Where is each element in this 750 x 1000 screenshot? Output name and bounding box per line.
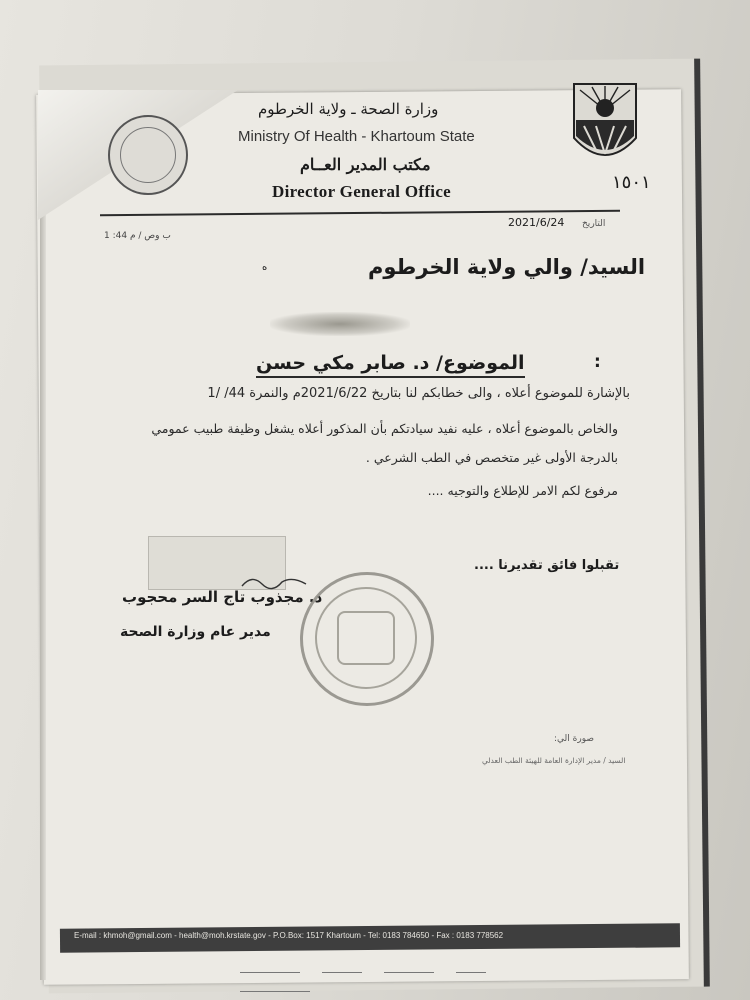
addressee: السيد/ والي ولاية الخرطوم [368,255,646,279]
footer-decorative-marks [240,962,590,970]
subject-colon: : [594,352,601,372]
body-line-1: بالإشارة للموضوع أعلاه ، والى خطابكم لنا بتاريخ 2021/6/22م والنمرة 44/ /1 [207,386,630,401]
reference-number: 1 :44 ب وص / م [104,231,171,241]
official-round-stamp [300,572,434,706]
basmala-smudge [270,312,410,336]
footer-contact-text: E-mail : khmoh@gmail.com - health@moh.krstate.gov - P.O.Box: 1517 Khartoum - Tel: 0183 784650 - Fax : 0183 778562 [74,931,504,940]
copy-to-label: صورة الي: [554,734,594,744]
ministry-name-english: Ministry Of Health - Khartoum State [238,128,475,145]
ministry-name-arabic: وزارة الصحة ـ ولاية الخرطوم [258,100,439,118]
letter-subject: الموضوع/ د. صابر مكي حسن [256,352,525,378]
date-label: التاريخ [582,219,606,229]
body-line-2: والخاص بالموضوع أعلاه ، عليه نفيد سيادتكم بأن المذكور أعلاه يشغل وظيفة طبيب عمومي [151,421,618,436]
signer-name: د. مجذوب تاج السر محجوب [122,588,323,606]
body-line-3: بالدرجة الأولى غير متخصص في الطب الشرعي . [365,450,618,465]
office-name-arabic: مكتب المدير العــام [300,155,431,174]
khartoum-state-emblem [570,80,640,172]
copy-to-recipient: السيد / مدير الإدارة العامة للهيئة الطب العدلي [482,756,626,765]
signer-title: مدير عام وزارة الصحة [120,624,271,640]
office-name-english: Director General Office [272,182,452,201]
margin-dot: ه [262,262,268,273]
closing-salutation: تقبلوا فائق تقديرنا .... [474,558,620,573]
body-line-4: مرفوع لكم الامر للإطلاع والتوجيه .... [427,483,618,498]
letter-date: 2021/6/24 [508,216,565,229]
ministry-logo-seal [108,115,188,195]
handwritten-document-number: ١٥٠١ [612,172,651,193]
page-edge-shadow [40,150,46,980]
